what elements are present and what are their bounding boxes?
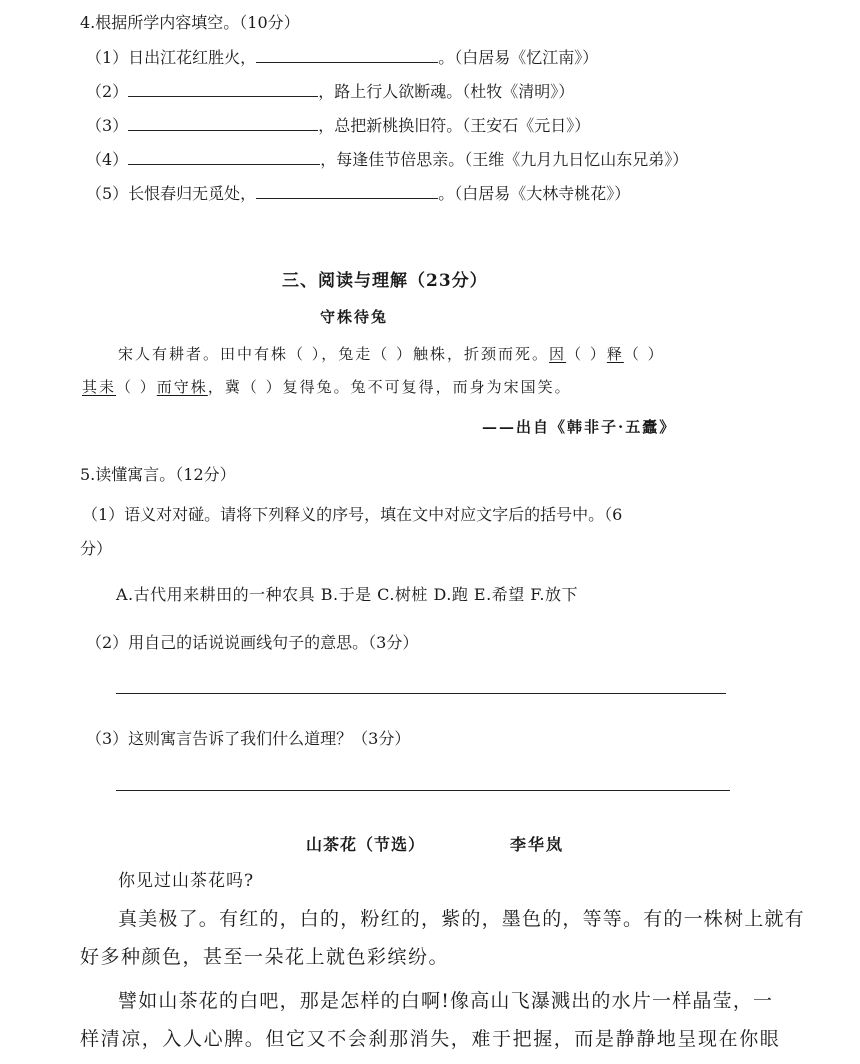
q4-item-1 <box>86 45 598 68</box>
q4-item-2-blank[interactable] <box>128 82 318 97</box>
passage1-bracket-e: （ ） <box>623 345 665 363</box>
q4-item-5-blank[interactable] <box>256 184 438 199</box>
q4-heading: 4.根据所学内容填空。（10分） <box>80 13 300 32</box>
q4-item-4 <box>86 147 688 170</box>
passage1-line-2 <box>82 376 572 397</box>
q5-part2-answer-line[interactable] <box>116 693 726 694</box>
passage2-line-1: 你见过山茶花吗? <box>118 871 255 891</box>
passage1-underlined-shouzhu: 而守株 <box>156 378 208 396</box>
q4-item-1-blank[interactable] <box>256 48 438 63</box>
q5-part1-line2: 分） <box>80 539 113 558</box>
passage1-source: ——出自《韩非子·五蠹》 <box>482 418 677 436</box>
q4-item-5 <box>86 181 630 204</box>
passage1-underlined-shi: 释 <box>606 345 624 363</box>
q4-item-2-suffix: ，路上行人欲断魂。（杜牧《清明》） <box>318 82 575 101</box>
q5-part3: （3）这则寓言告诉了我们什么道理？（3分） <box>86 729 411 748</box>
q5-options: A.古代用来耕田的一种农具 B.于是 C.树桩 D.跑 E.希望 F.放下 <box>116 585 578 604</box>
passage1-bracket-b: （ ） <box>116 378 157 396</box>
passage1-text-d: ，冀（ ）复得兔。兔不可复得，而身为宋国笑。 <box>207 378 572 396</box>
q4-item-3-prefix: （3） <box>86 116 129 135</box>
q5-part3-answer-line[interactable] <box>116 790 730 791</box>
section3-heading: 三、阅读与理解（23分） <box>282 271 488 291</box>
passage1-line-1 <box>118 343 665 364</box>
passage1-underlined-qilei: 其耒 <box>82 378 117 396</box>
q4-item-3-suffix: ，总把新桃换旧符。（王安石《元日》） <box>318 116 591 135</box>
q4-item-1-prefix: （1）日出江花红胜火， <box>86 48 257 67</box>
passage1-title: 守株待兔 <box>320 308 389 326</box>
q5-heading: 5.读懂寓言。（12分） <box>80 465 236 484</box>
passage2-author: 李华岚 <box>510 835 565 854</box>
passage2-line-2: 真美极了。有红的，白的，粉红的，紫的，墨色的，等等。有的一株树上就有 <box>118 908 805 930</box>
q4-item-4-suffix: ，每逢佳节倍思亲。（王维《九月九日忆山东兄弟》） <box>320 150 689 169</box>
q4-item-2-prefix: （2） <box>86 82 129 101</box>
passage2-title: 山茶花（节选） <box>306 835 426 854</box>
passage1-underlined-yin: 因 <box>549 345 567 363</box>
q4-item-2 <box>86 79 574 102</box>
q5-part1-line1: （1）语义对对碰。请将下列释义的序号，填在文中对应文字后的括号中。（6 <box>82 505 623 524</box>
passage1-bracket-c: （ ） <box>566 345 607 363</box>
q4-item-3 <box>86 113 590 136</box>
q5-part2: （2）用自己的话说说画线句子的意思。（3分） <box>86 633 419 652</box>
passage2-line-5: 样清凉，入人心脾。但它又不会刹那消失，难于把握，而是静静地呈现在你眼 <box>80 1028 781 1050</box>
passage2-line-4: 譬如山茶花的白吧，那是怎样的白啊!像高山飞瀑溅出的水片一样晶莹，一 <box>118 990 774 1012</box>
q4-item-4-blank[interactable] <box>128 150 320 165</box>
q4-item-5-prefix: （5）长恨春归无觅处， <box>86 184 257 203</box>
q4-item-3-blank[interactable] <box>128 116 318 131</box>
passage2-line-3: 好多种颜色，甚至一朵花上就色彩缤纷。 <box>80 946 450 968</box>
q4-item-5-suffix: 。（白居易《大林寺桃花》） <box>438 184 631 203</box>
q4-item-4-prefix: （4） <box>86 150 129 169</box>
q4-item-1-suffix: 。（白居易《忆江南》） <box>438 48 599 67</box>
passage1-text-a: 宋人有耕者。田中有株（ ），兔走（ ）触株，折颈而死。 <box>118 345 550 363</box>
